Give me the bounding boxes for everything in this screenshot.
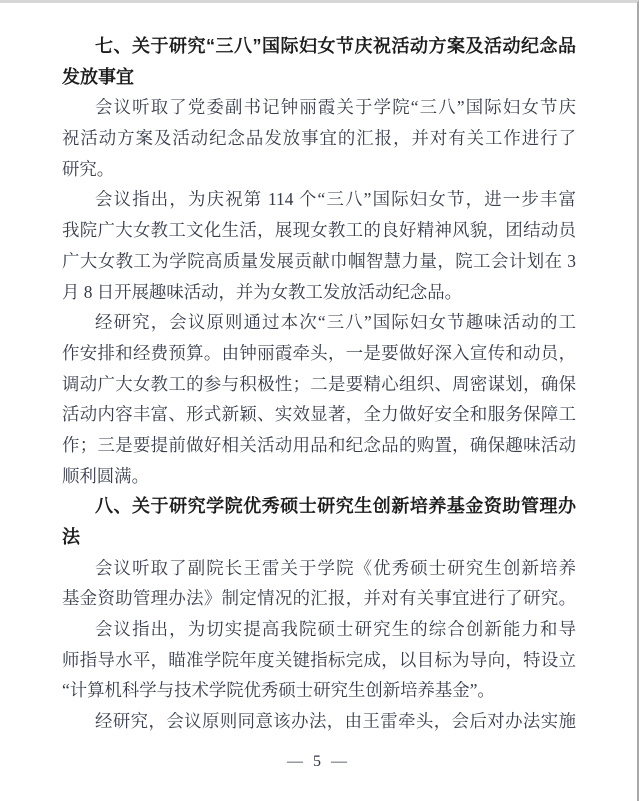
body-text-line: “计算机科学与技术学院优秀硕士研究生创新培养基金”。 [62, 680, 495, 701]
section-heading-line: 七、关于研究“三八”国际妇女节庆祝活动方案及活动纪念品 [95, 36, 576, 56]
body-text-line: 我院广大女教工文化生活，展现女教工的良好精神风貌，团结动员 [62, 220, 576, 241]
section-heading-line: 八、关于研究学院优秀硕士研究生创新培养基金资助管理办 [95, 496, 576, 517]
body-text-line: 顺利圆满。 [62, 465, 149, 486]
section-heading-line: 法 [62, 527, 80, 547]
body-text-line: 会议听取了副院长王雷关于学院《优秀硕士研究生创新培养 [95, 557, 576, 578]
body-text-line: 月 8 日开展趣味活动，并为女教工发放活动纪念品。 [62, 281, 462, 302]
section-heading-line: 发放事宜 [62, 66, 134, 87]
body-text-line: 作安排和经费预算。由钟丽霞牵头，一是要做好深入宣传和动员， [62, 342, 576, 363]
body-text-line: 会议听取了党委副书记钟丽霞关于学院“三八”国际妇女节庆 [95, 97, 576, 118]
document-body [62, 31, 576, 737]
body-text-line: 祝活动方案及活动纪念品发放事宜的汇报，并对有关工作进行了 [62, 128, 576, 149]
body-text-line: 会议指出，为庆祝第 114 个“三八”国际妇女节，进一步丰富 [95, 189, 576, 210]
body-text-line: 经研究，会议原则同意该办法，由王雷牵头，会后对办法实施 [95, 711, 576, 732]
body-text-line: 活动内容丰富、形式新颖、实效显著，全力做好安全和服务保障工 [62, 404, 576, 425]
body-text-line: 研究。 [62, 158, 115, 179]
body-text-line: 作；三是要提前做好相关活动用品和纪念品的购置，确保趣味活动 [62, 434, 576, 455]
body-text-line: 调动广大女教工的参与积极性；二是要精心组织、周密谋划，确保 [62, 373, 576, 394]
body-text-line: 基金资助管理办法》制定情况的汇报，并对有关事宜进行了研究。 [62, 588, 576, 609]
page-number: — 5 — [287, 753, 350, 770]
body-text-line: 会议指出，为切实提高我院硕士研究生的综合创新能力和导 [95, 619, 576, 640]
body-text-line: 师指导水平，瞄准学院年度关键指标完成，以目标为导向，特设立 [62, 649, 576, 670]
body-text-line: 经研究，会议原则通过本次“三八”国际妇女节趣味活动的工 [95, 312, 576, 333]
body-text-line: 广大女教工为学院高质量发展贡献巾帼智慧力量，院工会计划在 3 [62, 250, 576, 271]
